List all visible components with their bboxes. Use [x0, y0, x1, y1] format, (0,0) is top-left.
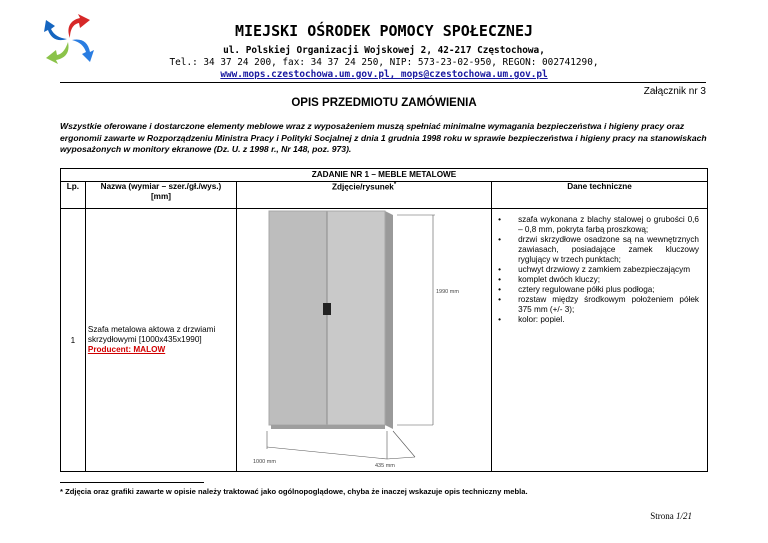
website-email-links[interactable]: www.mops.czestochowa.um.gov.pl, mops@czestochowa.um.gov.pl	[220, 69, 548, 80]
dimension-width-label: 1000 mm	[253, 459, 276, 465]
row-lp: 1	[61, 209, 86, 472]
tech-item: • kolor: popiel.	[492, 315, 699, 325]
table-row	[61, 209, 708, 472]
row-name-line2: skrzydłowymi [1000x435x1990]	[87, 335, 202, 344]
dimension-height-label: 1990 mm	[436, 289, 459, 295]
tech-item: • drzwi skrzydłowe osadzone są na wewnętrznych zawiasach, posiadające zamek kluczowy ryglujący w trzech punktach;	[492, 235, 699, 265]
page-number	[650, 511, 692, 521]
tech-item: • komplet dwóch kluczy;	[492, 275, 699, 285]
footnote-divider	[60, 482, 204, 483]
specification-table	[60, 168, 708, 472]
header-divider	[60, 82, 706, 83]
header-lp: Lp.	[61, 182, 86, 209]
tech-item: • uchwyt drzwiowy z zamkiem zabezpieczającym	[492, 265, 699, 275]
cabinet-side	[385, 211, 393, 429]
intro-paragraph: Wszystkie oferowane i dostarczone elementy meblowe wraz z wyposażeniem muszą spełniać minimalne wymagania bezpieczeństwa i higieny pracy oraz ergonomii zawarte w Rozporządzeniu Ministra Pracy i Polityki Socjalnej z dnia 1 grudnia 1998 roku w sprawie bezpieczeństwa i higieny pracy na stanowiskach wyposażonych w monitory ekranowe (Dz. U. z 1998 r., Nr 148, poz. 973).	[60, 121, 707, 155]
tech-item: • szafa wykonana z blachy stalowej o grubości 0,6 – 0,8 mm, pokryta farbą proszkową;	[492, 215, 699, 235]
tech-item: • cztery regulowane półki plus podłoga;	[492, 285, 699, 295]
header-tech: Dane techniczne	[492, 182, 708, 209]
cabinet-right-door	[327, 211, 385, 425]
header-photo-label: Zdjęcie/rysunek	[331, 182, 394, 192]
row-photo	[237, 209, 492, 472]
document-title: OPIS PRZEDMIOTU ZAMÓWIENIA	[291, 97, 477, 109]
row-name-line1: Szafa metalowa aktowa z drzwiami	[87, 325, 216, 334]
header-name-line1: Nazwa (wymiar – szer./gł./wys.)	[100, 182, 222, 191]
address-line: ul. Polskiej Organizacji Wojskowej 2, 42-217 Częstochowa,	[223, 45, 545, 56]
row-producer: Producent: MALOW	[87, 345, 166, 354]
contact-line: Tel.: 34 37 24 200, fax: 34 37 24 250, NIP: 573-23-02-950, REGON: 002741290,	[169, 57, 599, 68]
row-tech	[492, 209, 708, 472]
dimension-depth-label: 435 mm	[375, 463, 395, 469]
cabinet-lock-handle	[323, 303, 331, 315]
annex-label: Załącznik nr 3	[643, 86, 706, 97]
cabinet-drawing	[237, 209, 491, 471]
header-name-line2: [mm]	[150, 192, 171, 201]
cabinet-left-door	[269, 211, 327, 425]
row-name	[85, 209, 236, 472]
header-photo	[237, 182, 492, 209]
organization-name: MIEJSKI OŚRODEK POMOCY SPOŁECZNEJ	[234, 22, 533, 40]
page-count: 1/21	[675, 511, 692, 521]
task-heading: ZADANIE NR 1 – MEBLE METALOWE	[61, 169, 708, 182]
tech-list	[492, 215, 699, 325]
header-name	[85, 182, 236, 209]
tech-item: • rozstaw między środkowym położeniem półek 375 mm (+/- 3);	[492, 295, 699, 315]
footnote: * Zdjęcia oraz grafiki zawarte w opisie należy traktować jako ogólnopoglądowe, chyba że inaczej wskazuje opis techniczny mebla.	[60, 487, 528, 496]
header-photo-mark: *	[393, 182, 397, 188]
page-prefix: Strona	[650, 511, 676, 521]
